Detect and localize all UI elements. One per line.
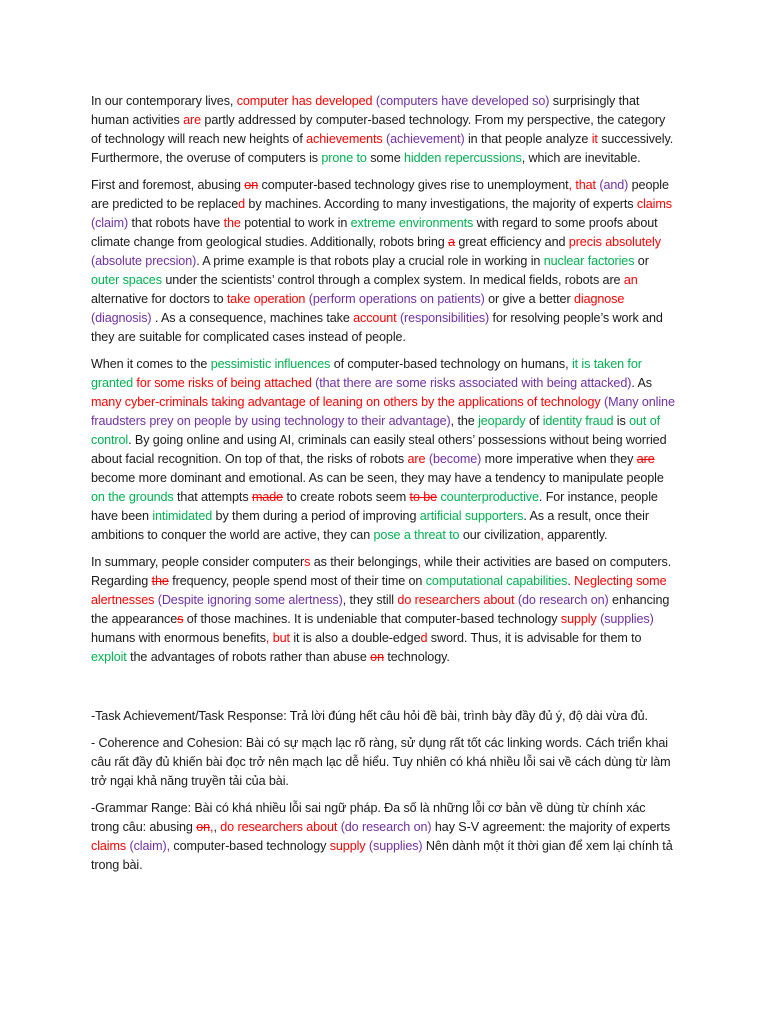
feedback-paragraph-2 bbox=[91, 734, 676, 791]
good-phrase-text: exploit bbox=[91, 650, 127, 664]
body-text: . A prime example is that robots play a crucial role in working in bbox=[196, 254, 544, 268]
body-text: . By going online and using AI, criminals can easily steal others’ possessions without being worried about facial recognition. On top of that, the risks of robots bbox=[91, 433, 667, 466]
body-text: great efficiency and bbox=[455, 235, 569, 249]
body-text: of bbox=[525, 414, 543, 428]
body-text: successively. Furthermore, the overuse of computers is bbox=[91, 132, 674, 165]
error-text: , that bbox=[568, 178, 596, 192]
body-text: In summary, people consider computer bbox=[91, 555, 305, 569]
body-text: . bbox=[567, 574, 575, 588]
body-text: hay S-V agreement: the majority of experts bbox=[431, 820, 671, 834]
error-text: Neglecting some alertnesses bbox=[91, 574, 667, 607]
error-text: are bbox=[407, 452, 426, 466]
body-text: technology. bbox=[383, 650, 450, 664]
good-phrase-text: identity fraud bbox=[542, 414, 614, 428]
deleted-text: on bbox=[196, 820, 211, 834]
body-text: by machines. According to many investigations, the majority of experts bbox=[245, 197, 637, 211]
body-text: under the scientists’ control through a complex system. In medical fields, robots are bbox=[161, 273, 624, 287]
error-text: claims bbox=[91, 839, 127, 853]
body-text: of computer-based technology on humans, bbox=[330, 357, 572, 371]
body-text: for resolving people’s work and they are suitable for complicated cases instead of people. bbox=[91, 311, 663, 344]
error-text: it bbox=[591, 132, 598, 146]
error-text: take operation bbox=[226, 292, 306, 306]
body-text: or bbox=[634, 254, 649, 268]
body-text: that attempts bbox=[173, 490, 252, 504]
body-text: partly addressed by computer-based technology. From my perspective, the category of technology will reach new heights of bbox=[91, 113, 666, 146]
correction-text: (perform operations on patients) bbox=[308, 292, 485, 306]
essay-paragraph-4 bbox=[91, 553, 676, 667]
good-phrase-text: intimidated bbox=[152, 509, 213, 523]
body-text: or give a better bbox=[484, 292, 574, 306]
deleted-text: on bbox=[244, 178, 259, 192]
body-text: humans with enormous benefits bbox=[91, 631, 266, 645]
error-text: , bbox=[210, 820, 214, 834]
deleted-text: are bbox=[636, 452, 655, 466]
body-text: In our contemporary lives, bbox=[91, 94, 237, 108]
body-text: of those machines. It is undeniable that computer-based technology bbox=[183, 612, 561, 626]
good-phrase-text: pessimistic influences bbox=[210, 357, 331, 371]
body-text: as their belongings bbox=[310, 555, 418, 569]
body-text: -Task Achievement/Task Response: Trả lời đúng hết câu hỏi đề bài, trình bày đầy đủ ý, độ dài vừa đủ. bbox=[91, 709, 648, 723]
error-text: supply bbox=[329, 839, 366, 853]
feedback-body bbox=[91, 707, 676, 875]
section-gap bbox=[91, 675, 676, 707]
body-text: Nên dành một ít thời gian để xem lại chính tả trong bài. bbox=[91, 839, 673, 872]
error-text: are bbox=[183, 113, 202, 127]
error-text: but bbox=[272, 631, 290, 645]
error-text: do researchers about bbox=[220, 820, 338, 834]
correction-text: (and) bbox=[599, 178, 629, 192]
correction-text: (supplies) bbox=[600, 612, 654, 626]
deleted-text: s bbox=[177, 612, 184, 626]
deleted-text: to be bbox=[409, 490, 438, 504]
body-text: apparently. bbox=[543, 528, 608, 542]
correction-text: (diagnosis) bbox=[91, 311, 152, 325]
correction-text: (responsibilities) bbox=[399, 311, 490, 325]
correction-text: (supplies) bbox=[368, 839, 423, 853]
body-text: our civilization bbox=[459, 528, 541, 542]
correction-text: (Despite ignoring some alertness) bbox=[157, 593, 343, 607]
essay-paragraph-3 bbox=[91, 355, 676, 545]
good-phrase-text: pose a threat to bbox=[373, 528, 460, 542]
body-text: , they still bbox=[342, 593, 398, 607]
error-text: , bbox=[265, 631, 270, 645]
correction-text: (claim), bbox=[129, 839, 170, 853]
body-text: surprisingly that human activities bbox=[91, 94, 640, 127]
correction-text: (become) bbox=[428, 452, 482, 466]
correction-text: (Many online fraudsters prey on people by using technology to their advantage) bbox=[91, 395, 675, 428]
body-text: that robots have bbox=[128, 216, 224, 230]
error-text: , bbox=[417, 555, 421, 569]
correction-text: (that there are some risks associated with being attacked) bbox=[315, 376, 632, 390]
body-text: it is also a double-edge bbox=[289, 631, 421, 645]
error-text: many cyber-criminals taking advantage of leaning on others by the applications of technology bbox=[91, 395, 601, 409]
good-phrase-text: nuclear factories bbox=[543, 254, 635, 268]
body-text: more imperative when they bbox=[481, 452, 637, 466]
good-phrase-text: outer spaces bbox=[91, 273, 162, 287]
body-text: . As a result, once their ambitions to conquer the world are active, they can bbox=[91, 509, 649, 542]
error-text: do researchers about bbox=[397, 593, 515, 607]
body-text: in that people analyze bbox=[464, 132, 592, 146]
deleted-text: on bbox=[370, 650, 384, 664]
body-text: First and foremost, abusing bbox=[91, 178, 245, 192]
body-text: , bbox=[213, 820, 221, 834]
error-text: diagnose bbox=[573, 292, 625, 306]
error-text: d bbox=[420, 631, 428, 645]
body-text: potential to work in bbox=[240, 216, 351, 230]
body-text: When it comes to the bbox=[91, 357, 211, 371]
body-text: with regard to some proofs about climate change from geological studies. Additionally, robots bring bbox=[91, 216, 658, 249]
error-text: the bbox=[223, 216, 241, 230]
essay-paragraph-2 bbox=[91, 176, 676, 347]
essay-body bbox=[91, 92, 676, 667]
body-text: . As bbox=[631, 376, 652, 390]
correction-text: (achievement) bbox=[386, 132, 465, 146]
body-text: . For instance, people have been bbox=[91, 490, 658, 523]
good-phrase-text: counterproductive bbox=[440, 490, 539, 504]
error-text: , bbox=[540, 528, 544, 542]
good-phrase-text: it is taken for granted bbox=[91, 357, 642, 390]
good-phrase-text: out of control bbox=[91, 414, 661, 447]
body-text: some bbox=[366, 151, 405, 165]
good-phrase-text: extreme environments bbox=[350, 216, 474, 230]
body-text: frequency, people spend most of their time on bbox=[168, 574, 426, 588]
body-text: become more dominant and emotional. As can be seen, they may have a tendency to manipulate people bbox=[91, 471, 664, 485]
correction-text: (claim) bbox=[91, 216, 129, 230]
correction-text: (do research on) bbox=[340, 820, 432, 834]
deleted-text: the bbox=[151, 574, 169, 588]
body-text: computer-based technology gives rise to unemployment bbox=[258, 178, 569, 192]
body-text: people are predicted to be replace bbox=[91, 178, 669, 211]
correction-text: (do research on) bbox=[517, 593, 609, 607]
body-text: to create robots seem bbox=[283, 490, 410, 504]
error-text: an bbox=[623, 273, 638, 287]
error-text: s bbox=[304, 555, 311, 569]
correction-text: (absolute precsion) bbox=[91, 254, 197, 268]
feedback-paragraph-3 bbox=[91, 799, 676, 875]
error-text: account bbox=[353, 311, 397, 325]
body-text: the advantages of robots rather than abuse bbox=[126, 650, 371, 664]
good-phrase-text: on the grounds bbox=[91, 490, 174, 504]
good-phrase-text: hidden repercussions bbox=[404, 151, 522, 165]
body-text: enhancing the appearance bbox=[91, 593, 670, 626]
good-phrase-text: jeopardy bbox=[478, 414, 526, 428]
error-text: claims bbox=[636, 197, 672, 211]
body-text: by them during a period of improving bbox=[212, 509, 420, 523]
body-text: sword. Thus, it is advisable for them to bbox=[427, 631, 642, 645]
good-phrase-text: computational capabilities bbox=[425, 574, 568, 588]
error-text: for some risks of being attached bbox=[136, 376, 312, 390]
body-text: . As a consequence, machines take bbox=[151, 311, 354, 325]
error-text: d bbox=[238, 197, 246, 211]
feedback-paragraph-1 bbox=[91, 707, 676, 726]
body-text: , which are inevitable. bbox=[521, 151, 641, 165]
error-text: computer has developed bbox=[236, 94, 373, 108]
body-text: -Grammar Range: Bài có khá nhiều lỗi sai ngữ pháp. Đa số là những lỗi cơ bản về dùng từ chính xác trong câu: abusing bbox=[91, 801, 646, 834]
body-text: computer-based technology bbox=[169, 839, 330, 853]
deleted-text: a bbox=[448, 235, 455, 249]
body-text: , the bbox=[450, 414, 479, 428]
correction-text: (computers have developed so) bbox=[375, 94, 550, 108]
error-text: achievements bbox=[306, 132, 383, 146]
deleted-text: made bbox=[251, 490, 284, 504]
body-text: is bbox=[613, 414, 630, 428]
good-phrase-text: prone to bbox=[321, 151, 367, 165]
error-text: precis absolutely bbox=[568, 235, 661, 249]
body-text: - Coherence and Cohesion: Bài có sự mạch lạc rõ ràng, sử dụng rất tốt các linking words. Cách triển khai câu rất đầy đủ khiến bài đọc trở nên mạch lạc dễ hiểu. Tuy nhiên có khá nhiều lỗi sai về cách dùng từ làm trở ngại khả năng truyền tải của bài. bbox=[91, 736, 671, 788]
error-text: supply bbox=[560, 612, 597, 626]
good-phrase-text: artificial supporters bbox=[419, 509, 524, 523]
essay-paragraph-1 bbox=[91, 92, 676, 168]
body-text: while their activities are based on computers. Regarding bbox=[91, 555, 672, 588]
body-text: alternative for doctors to bbox=[91, 292, 227, 306]
